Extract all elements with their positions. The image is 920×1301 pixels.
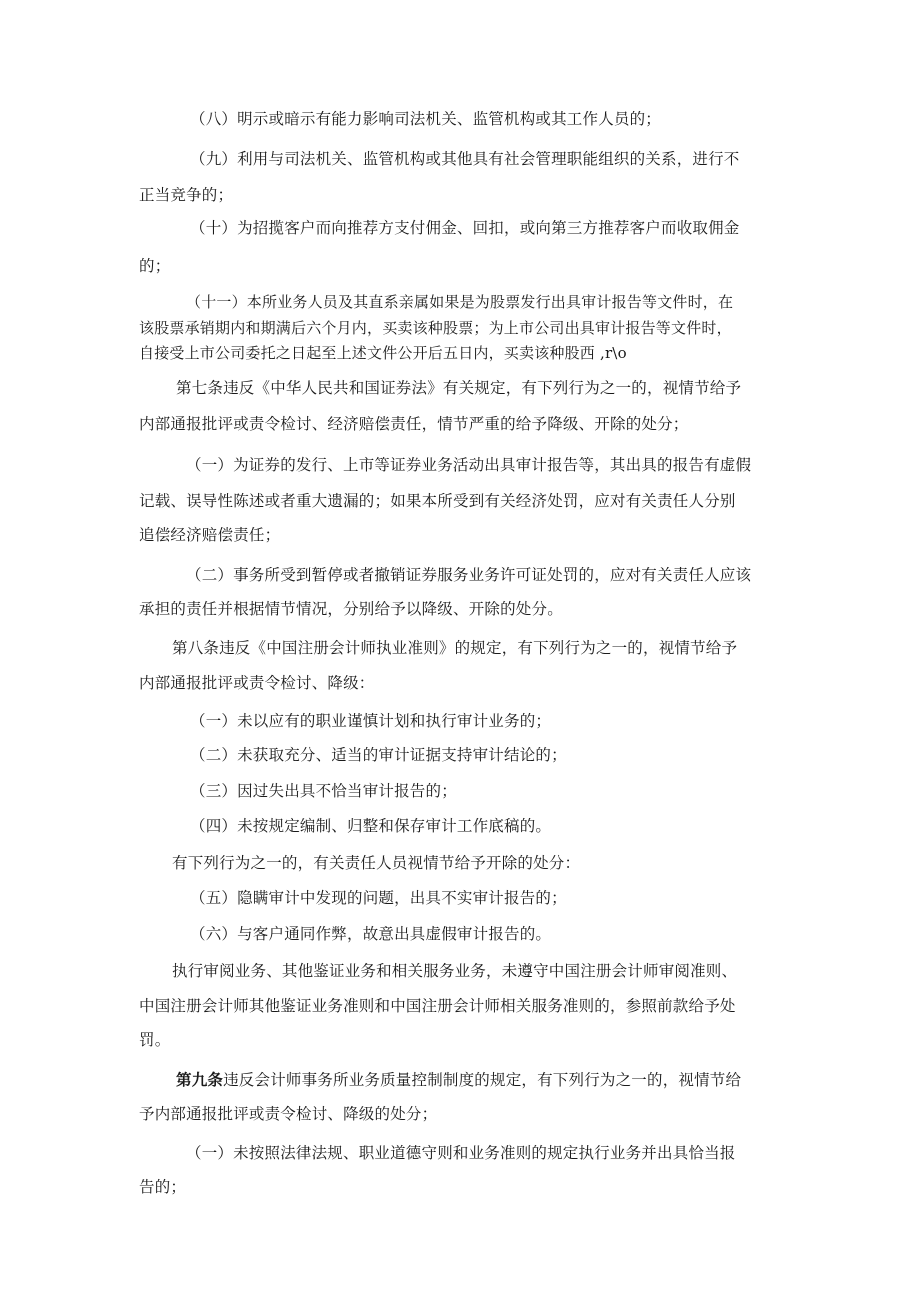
clause-10-line-2: 的； <box>139 257 171 275</box>
article-9-line-1-text: 违反会计师事务所业务质量控制制度的规定，有下列行为之一的，视情节给 <box>223 1071 742 1089</box>
article-7-item-2-line-2: 承担的责任并根据情节情况，分别给予以降级、开除的处分。 <box>139 600 563 618</box>
article-9-heading: 第九条 <box>176 1070 224 1089</box>
clause-10-line-1: （十）为招揽客户而向推荐方支付佣金、回扣，或向第三方推荐客户而收取佣金 <box>190 219 740 237</box>
article-8-dismissal-intro: 有下列行为之一的，有关责任人员视情节给予开除的处分： <box>172 854 581 872</box>
article-8-item-1: （一）未以应有的职业谨慎计划和执行审计业务的； <box>190 712 552 730</box>
clause-11-line-1: （十一）本所业务人员及其直系亲属如果是为股票发行出具审计报告等文件时，在 <box>186 293 734 311</box>
article-8-line-2: 内部通报批评或责令检讨、降级： <box>139 674 375 692</box>
article-8-item-2: （二）未获取充分、适当的审计证据支持审计结论的； <box>190 746 567 764</box>
clause-11-line-3: 自接受上市公司委托之日起至上述文件公开后五日内，买卖该种股西 ,r\o <box>139 344 627 362</box>
article-8-review-line-1: 执行审阅业务、其他鉴证业务和相关服务业务，未遵守中国注册会计师审阅准则、 <box>172 962 738 980</box>
article-9-item-1-line-2: 告的； <box>139 1178 187 1196</box>
article-9-line-1 <box>176 1067 741 1093</box>
article-7-line-1: 第七条违反《中华人民共和国证券法》有关规定，有下列行为之一的，视情节给予 <box>176 379 742 397</box>
article-9-line-2: 予内部通报批评或责令检讨、降级的处分； <box>139 1105 438 1123</box>
article-8-item-5: （五）隐瞒审计中发现的问题，出具不实审计报告的； <box>190 889 567 907</box>
article-8-review-line-3: 罚。 <box>139 1031 171 1049</box>
article-8-item-4: （四）未按规定编制、归整和保存审计工作底稿的。 <box>190 817 552 835</box>
article-9-item-1-line-1: （一）未按照法律法规、职业道德守则和业务准则的规定执行业务并出具恰当报 <box>186 1144 736 1162</box>
article-8-review-line-2: 中国注册会计师其他鉴证业务准则和中国注册会计师相关服务准则的，参照前款给予处 <box>139 997 736 1015</box>
article-7-item-1-line-2: 记载、误导性陈述或者重大遗漏的；如果本所受到有关经济处罚，应对有关责任人分别 <box>139 492 736 510</box>
article-7-line-2: 内部通报批评或责令检讨、经济赔偿责任，情节严重的给予降级、开除的处分； <box>139 415 689 433</box>
clause-8: （八）明示或暗示有能力影响司法机关、监管机构或其工作人员的； <box>190 110 662 128</box>
article-7-item-2-line-1: （二）事务所受到暂停或者撤销证券服务业务许可证处罚的，应对有关责任人应该 <box>186 566 752 584</box>
article-7-item-1-line-1: （一）为证券的发行、上市等证券业务活动出具审计报告等，其出具的报告有虚假 <box>186 456 752 474</box>
article-8-item-6: （六）与客户通同作弊，故意出具虚假审计报告的。 <box>190 925 552 943</box>
article-8-item-3: （三）因过失出具不恰当审计报告的； <box>190 782 457 800</box>
clause-11-line-2: 该股票承销期内和期满后六个月内，买卖该种股票；为上市公司出具审计报告等文件时， <box>139 319 732 337</box>
article-7-item-1-line-3: 追偿经济赔偿责任； <box>139 526 281 544</box>
article-8-line-1: 第八条违反《中国注册会计师执业准则》的规定，有下列行为之一的，视情节给予 <box>172 639 738 657</box>
clause-9-line-1: （九）利用与司法机关、监管机构或其他具有社会管理职能组织的关系，进行不 <box>190 150 740 168</box>
clause-9-line-2: 正当竞争的； <box>139 186 234 204</box>
